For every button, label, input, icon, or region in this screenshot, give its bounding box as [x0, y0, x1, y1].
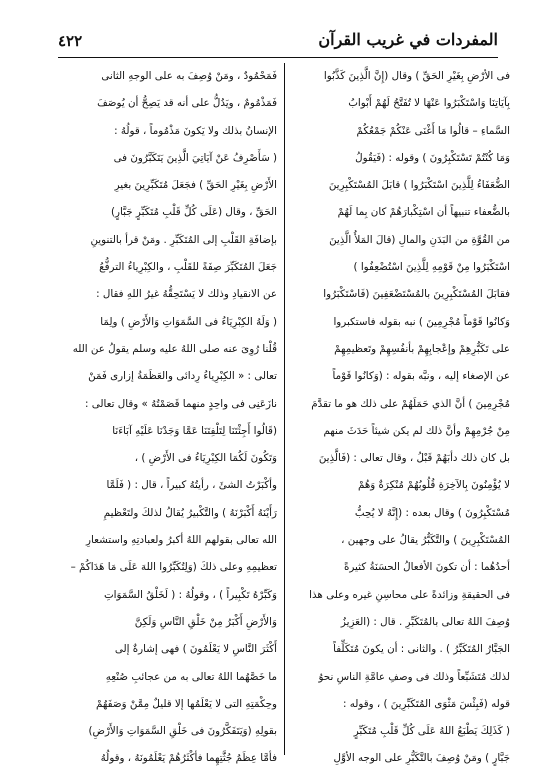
text-line: السَّماءِ – قالُوا مَا أَغْنَى عَنْكُمْ جَمْعُكُمْ [356, 124, 510, 137]
text-line: أَكْثَرَ النَّاسِ لا يَعْلَمُونَ ) فهى إشارةٌ إلى [114, 643, 277, 656]
text-line: بالضُّعفاء تنبيهاً أن اسْتِكْبارَهُمْ كان بِما لَهُمْ [337, 206, 510, 219]
text-line: ( سَأَصْرِفُ عَنْ آيَاتِيَ الَّذِينَ يَتَكَبَّرُونَ فى [113, 151, 277, 164]
text-line: فى الأرْضِ بِغَيْرِ الحَقِّ ) وقال (إِنَّ الَّذِينَ كَذَّبُوا [323, 70, 510, 82]
text-line: تعالى : « الكِبْرِياءُ رِدائى والعَظَمَةُ إزارى فَمَنْ [88, 370, 277, 383]
text-line: قوله (فَبِئْسَ مَثْوَى المُتَكَبِّرِينَ ) ، وقوله : [342, 697, 510, 710]
text-line: فأمَّا عِظَمُ جُثَّتِهِما فأكْثَرُهُمْ يَعْلَمُونَهُ ، وقولُهُ [100, 752, 277, 765]
text-line: تعظيمِهِ وعلى ذلكَ (وَلِتُكَبِّرُوا اللهَ عَلَى مَا هَدَاكُمْ – [70, 561, 277, 574]
text-line: جَبَّارٍ ) ومَنْ وُصِفَ بالتَّكَبُّرِ على الوجه الأوَّلِ [333, 752, 510, 765]
text-line: ما خَصَّهُما اللهُ تعالى به من عجائبِ صُنْعِهِ [105, 670, 277, 683]
text-line: فقابَلَ المُسْتَكْبِرِينَ بالمُسْتَضْعَفِينَ (فَاسْتَكْبَرُوا [323, 288, 510, 301]
text-line: الضُّعَفَاءُ لِلَّذِينَ اسْتَكْبَرُوا ) قابَلَ المُسْتَكْبِرِينَ [328, 179, 510, 192]
text-line: ( وَلَهُ الكِبْرِيَاءُ فى السَّمَوَاتِ وَالأَرْضِ ) ولِمَا [100, 315, 277, 328]
column-divider [284, 63, 285, 755]
text-line: مِنْ جُرْمِهِمْ وأنَّ ذلك لم يكن شيئاً حَدَثَ منهم [323, 424, 510, 437]
text-line: وحِكْمَتِهِ التى لا يَعْلَمُها إلا قليلٌ مِمَّنْ وَصَفَهُمْ [96, 697, 277, 710]
text-line: قُلْنا رُوِىَ عنه صلى اللهُ عليه وسلم يقولُ عن الله [72, 342, 277, 355]
text-line: ( كَذَلِكَ يَطْبَعُ اللهُ عَلَى كُلِّ قَلْبِ مُتَكَبِّرٍ [353, 725, 510, 738]
text-line: بِآيَاتِنَا وَاسْتَكْبَرُوا عَنْهَا لا تُفَتَّحُ لَهُمْ أَبْوابُ [348, 97, 510, 110]
header-rule [58, 57, 498, 58]
running-title: المفردات في غريب القرآن [318, 30, 498, 49]
text-line: بإضافَةِ القَلْبِ إلى المُتَكَبِّرِ . ومَنْ قرأ بالتنوينِ [90, 233, 277, 246]
text-line: أحدُهُما : أن تكونَ الأفعالُ الحسَنَةُ كثيرةً [343, 561, 510, 574]
text-line: المُسْتَكْبِرِينَ ) والتَّكَبُّرُ يقالُ على وجهين ، [341, 534, 510, 547]
left-column [65, 63, 277, 765]
text-line: فَمَذْمُومٌ ، ويَدُلُّ على أنه قد يَصِحُّ أن يُوصَفَ [97, 97, 277, 110]
text-line: فَمَحْمُودٌ ، ومَنْ وُصِفَ به على الوجهِ الثانى [101, 70, 277, 82]
text-line: اسْتَكْبَرُوا مِنْ قَوْمِهِ لِلَّذِينَ اسْتُضْعِفُوا ) [353, 261, 510, 274]
text-line: نازَعَنِى فى واحِدٍ منهما قَصَمْتُهُ » وقال تعالى : [85, 397, 277, 410]
text-line: الأَرْضِ بِغَيْرِ الحَقِّ ) فجَعَلَ مُتَكَبِّرِينَ بغيرِ [114, 179, 277, 192]
text-line: وَالأَرْضِ أَكْبَرُ مِنْ خَلْقِ النَّاسِ وَلَكِنَّ [134, 615, 277, 628]
text-line: جَعَلَ المُتَكَبِّرَ صِفَةً للقَلْبِ ، والكِبْرِياءُ الترفُّعُ [99, 261, 277, 274]
text-line: وُصِفَ اللهُ تعالى بالمُتَكَبِّرِ . قال : (العَزِيزُ [340, 615, 510, 628]
text-line: (قَالُوا أَجِئْتَنَا لِتَلْفِتَنَا عَمَّا وَجَدْنَا عَلَيْهِ آبَاءَنَا [112, 424, 277, 437]
page-header [58, 30, 498, 56]
text-line: وَمَا كُنْتُمْ تَسْتَكْبِرُونَ ) وقوله : (فَيَقُولُ [355, 151, 510, 164]
right-column [292, 63, 510, 765]
page-number: ٤٢٢ [58, 32, 83, 50]
text-line: وَكَبِّرْهُ تَكْبِيراً ) ، وقولُهُ : ( لَخَلْقُ السَّمَوَاتِ [103, 588, 277, 601]
text-line: الإنسانُ بذلك ولا يَكونَ مَذْمُوماً ، قولُهُ : [114, 124, 277, 137]
text-line: وَكانُوا قَوْماً مُجْرِمِينَ ) نبه بقوله فاستكبروا [333, 315, 510, 328]
text-line: الحَقِّ ، وقال (عَلَى كُلِّ قَلْبِ مُتَكَبِّرٍ جَبَّارٍ) [111, 206, 277, 219]
text-line: الجَبَّارُ المُتَكَبِّرُ ) . والثانى : أن يكونَ مُتَكَلِّفاً [333, 643, 510, 656]
text-line: بقولِهِ (وَيَتَفَكَّرُونَ فى خَلْقِ السَّمَوَاتِ وَالأَرْضِ) [88, 725, 277, 738]
text-line: عن الإصغاء إليه ، ونبَّه بقوله : (وَكانُوا قَوْماً [332, 370, 510, 383]
text-line: مُسْتَكْبِرُونَ ) وقال بعده : (إِنَّهُ لا يُحِبُّ [354, 506, 510, 519]
text-line: مُجْرِمِينَ ) أنَّ الذي حَمَلَهُمْ على ذلك هو ما تقدَّمَ [311, 397, 510, 410]
text-line: بل كان ذلك دأبَهُمْ قَبْلُ ، وقال تعالى : (فَالَّذِينَ [318, 452, 510, 465]
text-line: عن الانقيادِ وذلك لا يَسْتَحِقُّهُ غيرُ اللهِ فقال : [96, 288, 277, 301]
text-line: وَتَكُونَ لَكُمَا الكِبْرِيَاءُ فى الأَرْضِ ) ، [134, 452, 277, 465]
text-line: من القُوَّةِ من البَدَنِ والمالِ (قالَ المَلأُ الَّذِينَ [329, 233, 510, 246]
text-line: الله تعالى بقولهم اللهُ أكبرُ ولعبادتِهِ واستشعارِ [86, 534, 277, 547]
text-line: على تَكَبُّرِهِمْ وإعْجابِهِمْ بأنفُسِهِمْ وتَعظيمِهِمْ [334, 342, 510, 355]
text-line: وأكْبَرْتُ الشئَ ، رأيتُهُ كبيراً ، قال : ( فَلَمَّا [106, 479, 277, 492]
text-line: لا يُؤْمِنُونَ بِالآخِرَةِ قُلُوبُهُمْ مُنْكِرَةٌ وَهُمْ [358, 479, 510, 492]
text-line: فى الحقيقةِ وزائدةً على محاسِنِ غيره وعلى هذا [309, 588, 510, 601]
text-line: رَأَيْنَهُ أَكْبَرْنَهُ ) والتَّكْبيرُ يُقالُ لذلكَ ولتَعْظيمِ [103, 506, 277, 519]
text-line: لذلك مُتَشَبِّعاً وذلك فى وصفِ عامَّةِ الناسِ نحوُ [318, 670, 510, 683]
